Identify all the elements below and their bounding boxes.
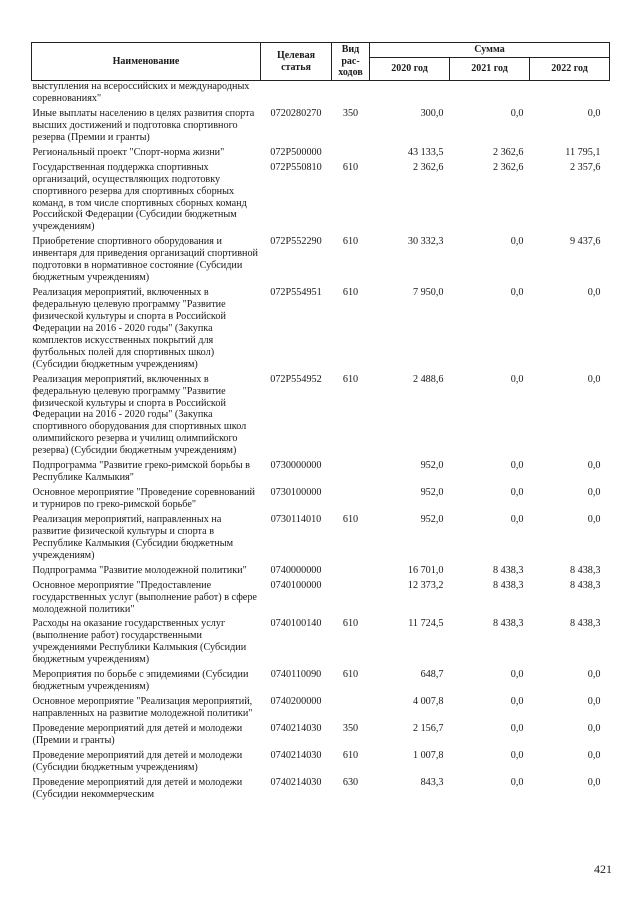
cell-2020: 952,0	[420, 513, 444, 525]
cell-name: выступления на всероссийских и международных соревнованиях"	[32, 81, 250, 104]
cell-target: 0730114010	[270, 513, 322, 525]
cell-2020: 30 332,3	[407, 236, 444, 248]
cell-2021: 8 438,3	[492, 564, 524, 576]
cell-2020: 648,7	[420, 669, 444, 681]
budget-table	[31, 42, 610, 804]
header-sum: Сумма	[370, 43, 610, 58]
cell-2020: 7 950,0	[412, 287, 444, 299]
cell-name: Иные выплаты населению в целях развития спорта высших достижений и подготовка спортивного резерва (Премии и гранты)	[32, 107, 255, 143]
header-target: Целевая статья	[261, 43, 332, 81]
cell-2022: 0,0	[587, 722, 601, 734]
cell-name: Мероприятия по борьбе с эпидемиями (Субсидии бюджетным учреждениям)	[32, 669, 249, 693]
cell-target: 072P552290	[270, 236, 322, 248]
cell-expense-type	[332, 460, 370, 487]
cell-2022: 0,0	[587, 776, 601, 788]
table-row	[32, 460, 610, 487]
cell-2021: 0,0	[510, 696, 524, 708]
cell-2020: 2 362,6	[412, 161, 444, 173]
cell-2021: 0,0	[510, 107, 524, 119]
cell-2021: 0,0	[510, 236, 524, 248]
cell-expense-type: 350	[342, 107, 359, 119]
cell-2020: 843,3	[420, 776, 444, 788]
cell-2021: 0,0	[510, 287, 524, 299]
cell-2020: 16 701,0	[407, 564, 444, 576]
table-row	[32, 374, 610, 461]
cell-target: 0740214030	[270, 776, 322, 788]
cell-expense-type: 610	[342, 618, 359, 630]
table-row	[32, 81, 610, 108]
header-year-2021: 2021 год	[450, 58, 530, 81]
cell-2021: 8 438,3	[492, 579, 524, 591]
table-row	[32, 618, 610, 669]
cell-expense-type: 610	[342, 373, 359, 385]
cell-expense-type: 350	[342, 722, 359, 734]
cell-expense-type	[332, 565, 370, 580]
cell-2020: 11 724,5	[408, 618, 444, 630]
table-row	[32, 723, 610, 750]
cell-2022: 0,0	[587, 487, 601, 499]
cell-2022: 8 438,3	[569, 618, 601, 630]
table-row	[32, 236, 610, 287]
page-number: 421	[594, 862, 612, 876]
cell-expense-type	[332, 487, 370, 514]
cell-2021: 0,0	[510, 776, 524, 788]
table-row	[32, 750, 610, 777]
table-row	[32, 162, 610, 237]
cell-2020: 952,0	[420, 460, 444, 472]
cell-expense-type: 610	[342, 161, 359, 173]
cell-2021: 2 362,6	[492, 146, 524, 158]
cell-target: 0740100000	[270, 579, 322, 591]
cell-target: 0730100000	[270, 487, 322, 499]
budget-page	[31, 42, 609, 804]
cell-2021: 0,0	[510, 749, 524, 761]
cell-2021: 0,0	[510, 373, 524, 385]
table-row	[32, 287, 610, 374]
cell-2020: 300,0	[420, 107, 444, 119]
cell-target: 0740200000	[270, 696, 322, 708]
header-year-2020: 2020 год	[370, 58, 450, 81]
table-row	[32, 108, 610, 147]
cell-name: Подпрограмма "Развитие молодежной политики"	[32, 564, 247, 576]
cell-2021: 8 438,3	[492, 618, 524, 630]
cell-2022: 11 795,1	[565, 146, 601, 158]
cell-2022: 0,0	[587, 513, 601, 525]
table-row	[32, 580, 610, 619]
cell-2020	[370, 81, 450, 108]
cell-name: Основное мероприятие "Предоставление государственных услуг (выполнение работ) в сфере молодежной политики"	[32, 579, 257, 615]
cell-name: Государственная поддержка спортивных организаций, осуществляющих подготовку спортивного резерва для спортивных сборных команд, в том числе спортивных сборных команд Российской Федерации (Субсидии бюджетным учреждениям)	[32, 161, 247, 233]
cell-2022: 0,0	[587, 749, 601, 761]
cell-name: Реализация мероприятий, включенных в федеральную целевую программу "Развитие физической культуры и спорта в Российской Федерации на 2016 - 2020 годы" (Закупка комплектов искусственных покрытий для футбольных полей для спортивных школ) (Субсидии бюджетным учреждениям)	[32, 287, 226, 370]
table-row	[32, 147, 610, 162]
cell-expense-type	[332, 81, 370, 108]
cell-2022: 2 357,6	[569, 161, 601, 173]
cell-2022: 0,0	[587, 107, 601, 119]
cell-target: 0740100140	[270, 618, 322, 630]
cell-2022: 9 437,6	[569, 236, 601, 248]
cell-2021: 0,0	[510, 669, 524, 681]
cell-expense-type	[332, 580, 370, 619]
cell-expense-type	[332, 147, 370, 162]
cell-name: Приобретение спортивного оборудования и инвентаря для приведения организаций спортивной подготовки в нормативное состояние (Субсидии бюджетным учреждениям)	[32, 236, 259, 284]
cell-2021: 0,0	[510, 722, 524, 734]
table-row	[32, 777, 610, 804]
cell-expense-type: 610	[342, 669, 359, 681]
cell-target: 072P500000	[270, 146, 322, 158]
cell-2021: 0,0	[510, 460, 524, 472]
cell-name: Региональный проект "Спорт-норма жизни"	[32, 146, 225, 158]
cell-name: Реализация мероприятий, включенных в федеральную целевую программу "Развитие физической культуры и спорта в Российской Федерации на 2016 - 2020 годы" (Закупка спортивного оборудования для спортивных школ олимпийского резерва и училищ олимпийского резерва) (Субсидии бюджетным учреждениям)	[32, 373, 247, 457]
cell-2020: 2 488,6	[412, 373, 444, 385]
header-expense-type: Вид рас-ходов	[332, 43, 370, 81]
cell-target: 072P554952	[270, 373, 322, 385]
cell-2021: 0,0	[510, 513, 524, 525]
cell-name: Проведение мероприятий для детей и молодежи (Субсидии некоммерческим	[32, 776, 243, 800]
cell-2020: 2 156,7	[412, 722, 444, 734]
cell-name: Реализация мероприятий, направленных на развитие физической культуры и спорта в Республике Калмыкия (Субсидии бюджетным учреждениям)	[32, 513, 234, 561]
cell-expense-type: 610	[342, 749, 359, 761]
table-row	[32, 514, 610, 565]
header-name: Наименование	[32, 43, 261, 81]
cell-name: Расходы на оказание государственных услуг (выполнение работ) государственными учреждениями Республики Калмыкия (Субсидии бюджетным учреждениям)	[32, 618, 247, 666]
cell-expense-type: 610	[342, 236, 359, 248]
cell-2020: 12 373,2	[407, 579, 444, 591]
table-row	[32, 669, 610, 696]
table-row	[32, 487, 610, 514]
cell-target: 0740214030	[270, 722, 322, 734]
cell-2020: 4 007,8	[412, 696, 444, 708]
cell-target: 0720280270	[270, 107, 322, 119]
cell-2022	[530, 81, 610, 108]
table-header	[32, 43, 610, 81]
cell-2021: 0,0	[510, 487, 524, 499]
cell-2020: 43 133,5	[407, 146, 444, 158]
cell-expense-type: 630	[342, 776, 359, 788]
cell-target: 072P554951	[270, 287, 322, 299]
cell-target: 0740214030	[270, 749, 322, 761]
table-row	[32, 565, 610, 580]
cell-name: Проведение мероприятий для детей и молодежи (Премии и гранты)	[32, 722, 243, 746]
cell-2022: 8 438,3	[569, 579, 601, 591]
cell-target: 0740000000	[270, 564, 322, 576]
table-body	[32, 81, 610, 804]
table-row	[32, 696, 610, 723]
cell-2022: 0,0	[587, 287, 601, 299]
cell-2022: 0,0	[587, 696, 601, 708]
cell-target	[261, 81, 332, 108]
header-year-2022: 2022 год	[530, 58, 610, 81]
cell-target: 0730000000	[270, 460, 322, 472]
cell-name: Основное мероприятие "Проведение соревнований и турниров по греко-римской борьбе"	[32, 487, 255, 510]
cell-expense-type	[332, 696, 370, 723]
cell-2021: 2 362,6	[492, 161, 524, 173]
cell-expense-type: 610	[342, 513, 359, 525]
cell-2022: 0,0	[587, 460, 601, 472]
cell-2020: 1 007,8	[412, 749, 444, 761]
cell-target: 072P550810	[270, 161, 322, 173]
cell-name: Проведение мероприятий для детей и молодежи (Субсидии бюджетным учреждениям)	[32, 749, 243, 773]
cell-2022: 0,0	[587, 669, 601, 681]
cell-2022: 8 438,3	[569, 564, 601, 576]
cell-name: Основное мероприятие "Реализация мероприятий, направленных на развитие молодежной политики"	[32, 696, 253, 719]
cell-2022: 0,0	[587, 373, 601, 385]
cell-target: 0740110090	[270, 669, 322, 681]
cell-expense-type: 610	[342, 287, 359, 299]
cell-name: Подпрограмма "Развитие греко-римской борьбы в Республике Калмыкия"	[32, 460, 250, 484]
cell-2021	[450, 81, 530, 108]
cell-2020: 952,0	[420, 487, 444, 499]
